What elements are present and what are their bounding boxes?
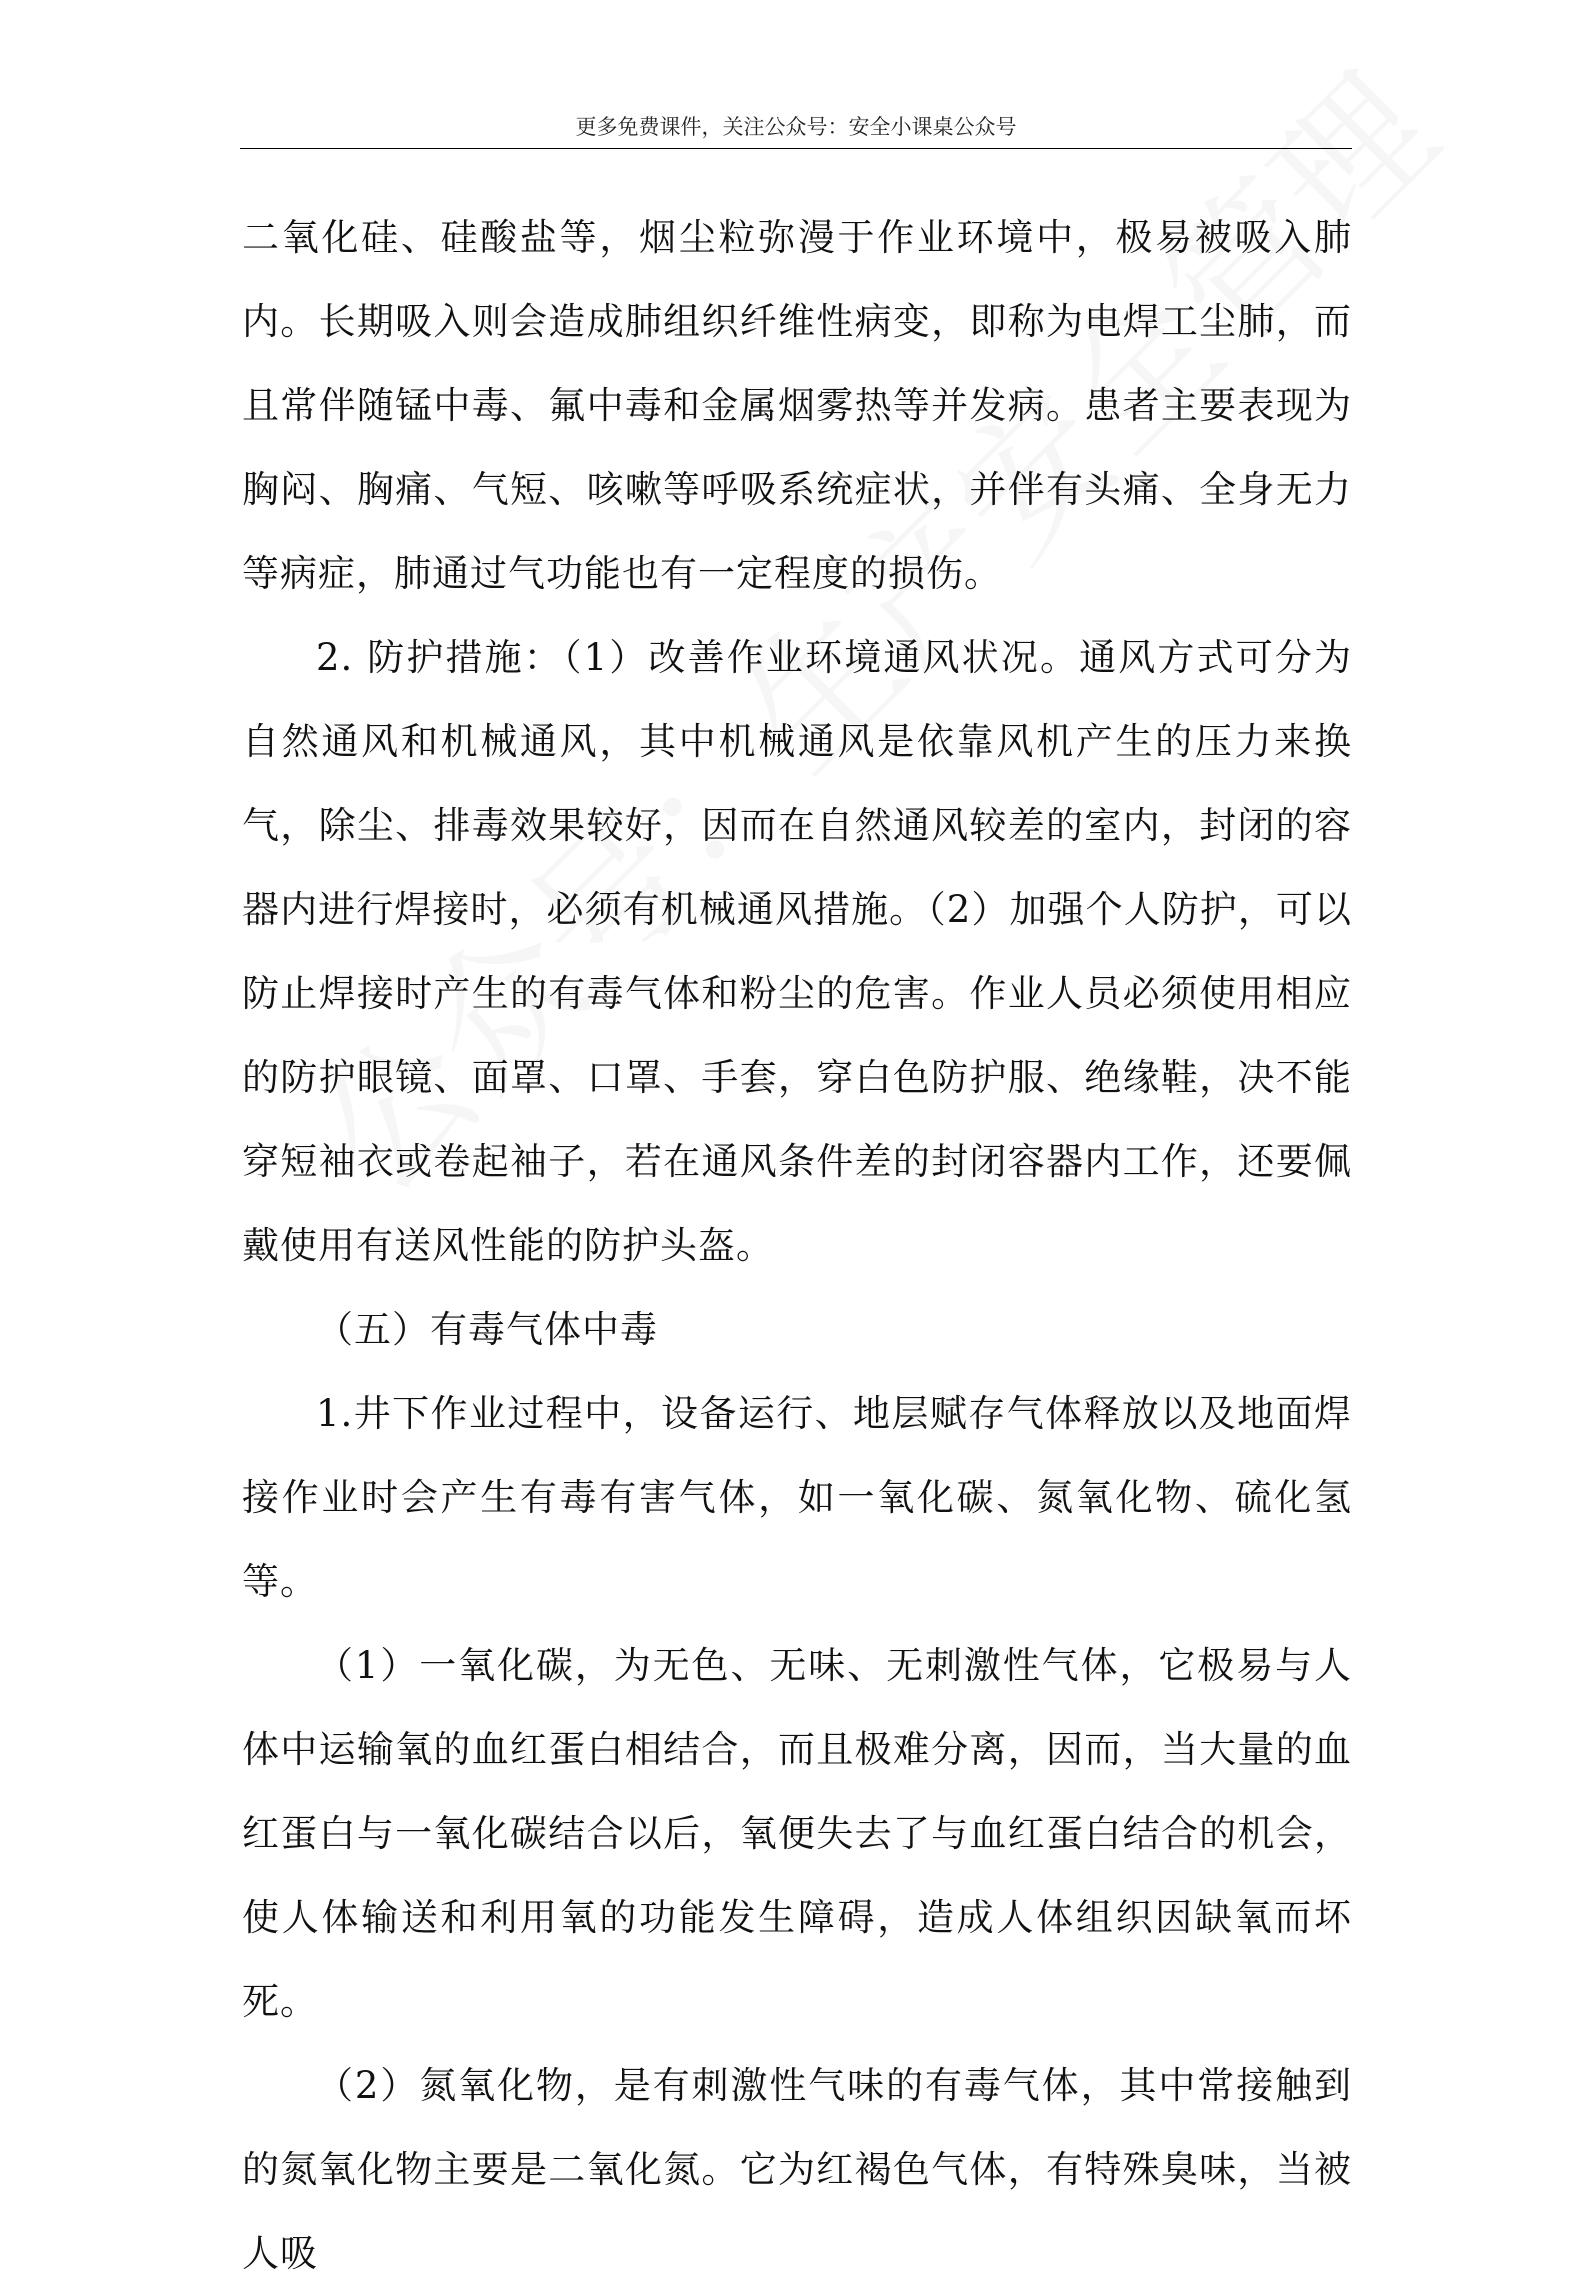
document-body (242, 196, 1352, 2296)
paragraph-toxic-gas-intro: 1.井下作业过程中，设备运行、地层赋存气体释放以及地面焊接作业时会产生有毒有害气体，如一氧化碳、氮氧化物、硫化氢等。 (242, 1392, 1352, 1603)
paragraph-nitrogen-oxides: （2）氮氧化物，是有刺激性气味的有毒气体，其中常接触到的氮氧化物主要是二氧化氮。它为红褐色气体，有特殊臭味，当被人吸 (242, 2064, 1352, 2275)
paragraph-dust-effects: 二氧化硅、硅酸盐等，烟尘粒弥漫于作业环境中，极易被吸入肺内。长期吸入则会造成肺组织纤维性病变，即称为电焊工尘肺，而且常伴随锰中毒、氟中毒和金属烟雾热等并发病。患者主要表现为胸闷、胸痛、气短、咳嗽等呼吸系统症状，并伴有头痛、全身无力等病症，肺通过气功能也有一定程度的损伤。 (242, 216, 1352, 595)
header-divider (240, 148, 1352, 149)
section-heading-toxic-gas: （五）有毒气体中毒 (316, 1308, 658, 1351)
paragraph-protective-measures: 2. 防护措施：（1）改善作业环境通风状况。通风方式可分为自然通风和机械通风，其中机械通风是依靠风机产生的压力来换气，除尘、排毒效果较好，因而在自然通风较差的室内，封闭的容器内进行焊接时，必须有机械通风措施。（2）加强个人防护，可以防止焊接时产生的有毒气体和粉尘的危害。作业人员必须使用相应的防护眼镜、面罩、口罩、手套，穿白色防护服、绝缘鞋，决不能穿短袖衣或卷起袖子，若在通风条件差的封闭容器内工作，还要佩戴使用有送风性能的防护头盔。 (242, 636, 1352, 1267)
paragraph-carbon-monoxide: （1）一氧化碳，为无色、无味、无刺激性气体，它极易与人体中运输氧的血红蛋白相结合，而且极难分离，因而，当大量的血红蛋白与一氧化碳结合以后，氧便失去了与血红蛋白结合的机会，使人体输送和利用氧的功能发生障碍，造成人体组织因缺氧而坏死。 (242, 1644, 1352, 2023)
page-header: 更多免费课件，关注公众号：安全小课桌公众号 (575, 115, 1017, 139)
